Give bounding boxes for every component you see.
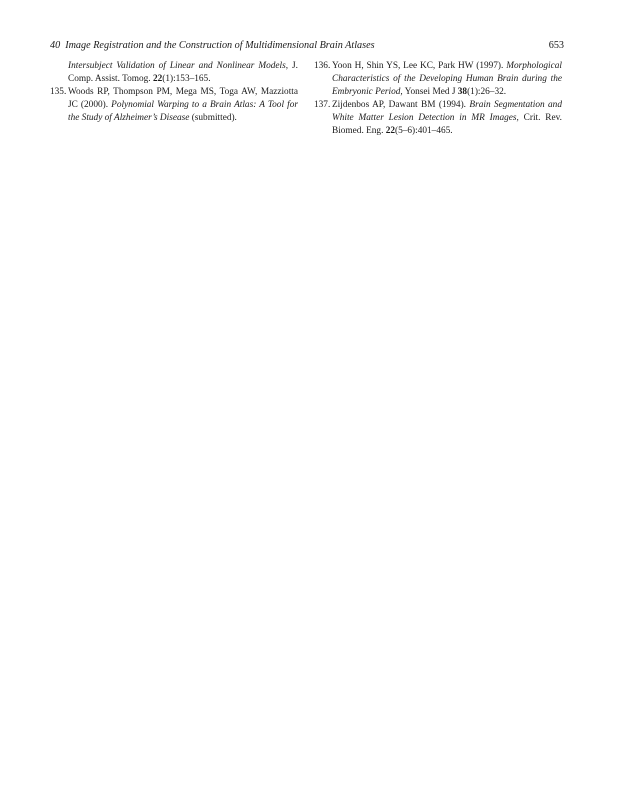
reference-column-left — [50, 60, 298, 125]
reference-journal: Crit. Rev. Biomed. Eng. — [332, 112, 562, 136]
reference-entry — [50, 60, 298, 86]
reference-column-right — [314, 60, 562, 137]
reference-number: 136. — [314, 61, 331, 71]
reference-authors: Zijdenbos AP, Dawant BM (1994). — [332, 99, 470, 110]
reference-journal: J. Comp. Assist. Tomog. — [68, 61, 298, 84]
reference-entry — [50, 86, 298, 125]
reference-tail: (submitted). — [189, 112, 237, 123]
reference-issue-pages: (1):153–165. — [162, 73, 211, 84]
chapter-heading — [50, 38, 375, 54]
chapter-title: Image Registration and the Construction of Multidimensional Brain Atlases — [65, 40, 375, 51]
reference-title: Intersubject Validation of Linear and Nonlinear Models, — [68, 61, 289, 71]
page-number: 653 — [548, 40, 564, 51]
reference-volume: 38 — [457, 86, 468, 97]
chapter-number: 40 — [50, 40, 61, 51]
reference-number: 135. — [50, 86, 67, 97]
reference-issue-pages: (1):26–32. — [467, 86, 507, 97]
reference-entry — [314, 60, 562, 99]
reference-title: Brain Segmentation and White Matter Lesion Detection in MR Images, — [332, 99, 562, 123]
reference-number: 137. — [314, 99, 331, 110]
reference-issue-pages: (5–6):401–465. — [395, 125, 453, 136]
reference-volume: 22 — [152, 73, 163, 84]
reference-authors: Woods RP, Thompson PM, Mega MS, Toga AW, Mazziotta JC (2000). — [68, 86, 298, 110]
reference-volume: 22 — [385, 125, 396, 136]
reference-title: Polynomial Warping to a Brain Atlas: A Tool for the Study of Alzheimer’s Disease — [68, 99, 298, 123]
reference-authors: Yoon H, Shin YS, Lee KC, Park HW (1997). — [332, 61, 507, 71]
reference-journal: Yonsei Med J — [402, 86, 458, 97]
reference-entry — [314, 99, 562, 138]
running-header — [50, 38, 564, 54]
reference-title: Morphological Characteristics of the Developing Human Brain during the Embryonic Period, — [332, 61, 562, 97]
